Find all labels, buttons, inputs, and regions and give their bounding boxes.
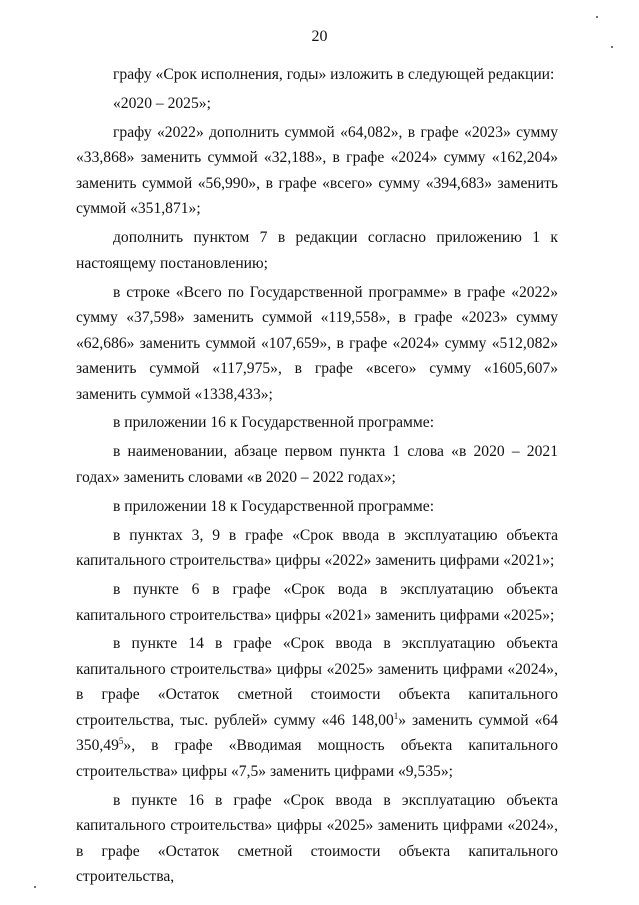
paragraph-12: в пункте 16 в графе «Срок ввода в эксплуатацию объекта капитального строительства» цифры «2025» заменить цифрами «2024», в графе «Остаток сметной стоимости объекта капитального строительства, [76, 791, 558, 886]
footnote-mark-5: 5 [118, 736, 124, 747]
body-text [76, 62, 558, 893]
scan-speck [596, 16, 598, 18]
paragraph-10: в пункте 6 в графе «Срок вода в эксплуатацию объекта капитального строительства» цифры «2021» заменить цифрами «2025»; [76, 581, 558, 624]
paragraph-7: в наименовании, абзаце первом пункта 1 слова «в 2020 – 2021 годах» заменить словами «в 2020 – 2022 годах»; [76, 443, 558, 486]
paragraph-2: «2020 – 2025»; [113, 94, 211, 112]
footnote-mark-1: 1 [393, 710, 399, 721]
paragraph-6: в приложении 16 к Государственной программе: [113, 414, 435, 432]
page-number: 20 [311, 28, 328, 45]
paragraph-9: в пунктах 3, 9 в графе «Срок ввода в эксплуатацию объекта капитального строительства» цифры «2022» заменить цифрами «2021»; [76, 526, 558, 570]
paragraph-11-part-a: в пункте 14 в графе «Срок ввода в эксплуатацию объекта капитального строительства» цифры «2025» заменить цифрами «2024», в графе «Остаток сметной стоимости объекта капитального строительства, тыс. рублей» сумму «46 148,00 [76, 635, 558, 729]
paragraph-4: дополнить пунктом 7 в редакции согласно приложению 1 к настоящему постановлению; [76, 229, 558, 272]
paragraph-8: в приложении 18 к Государственной программе: [113, 497, 435, 515]
scan-speck [611, 46, 613, 48]
scan-speck [34, 886, 36, 888]
paragraph-1: графу «Срок исполнения, годы» изложить в следующей редакции: [113, 66, 555, 83]
paragraph-11-part-b: » заменить суммой «64 350,49 [76, 711, 558, 755]
paragraph-11 [76, 631, 558, 784]
paragraph-11-part-c: », в графе «Вводимая мощность объекта капитального строительства» цифры «7,5» заменить цифрами «9,535»; [76, 737, 558, 780]
paragraph-5: в строке «Всего по Государственной программе» в графе «2022» сумму «37,598» заменить суммой «119,558», в графе «2023» сумму «62,686» заменить суммой «107,659», в графе «2024» сумму «512,082» заменить суммой «117,975», в графе «всего» сумму «1605,607» заменить суммой «1338,433»; [76, 283, 558, 403]
paragraph-3: графу «2022» дополнить суммой «64,082», в графе «2023» сумму «33,868» заменить суммой «32,188», в графе «2024» сумму «162,204» заменить суммой «56,990», в графе «всего» сумму «394,683» заменить суммой «351,871»; [76, 123, 558, 218]
